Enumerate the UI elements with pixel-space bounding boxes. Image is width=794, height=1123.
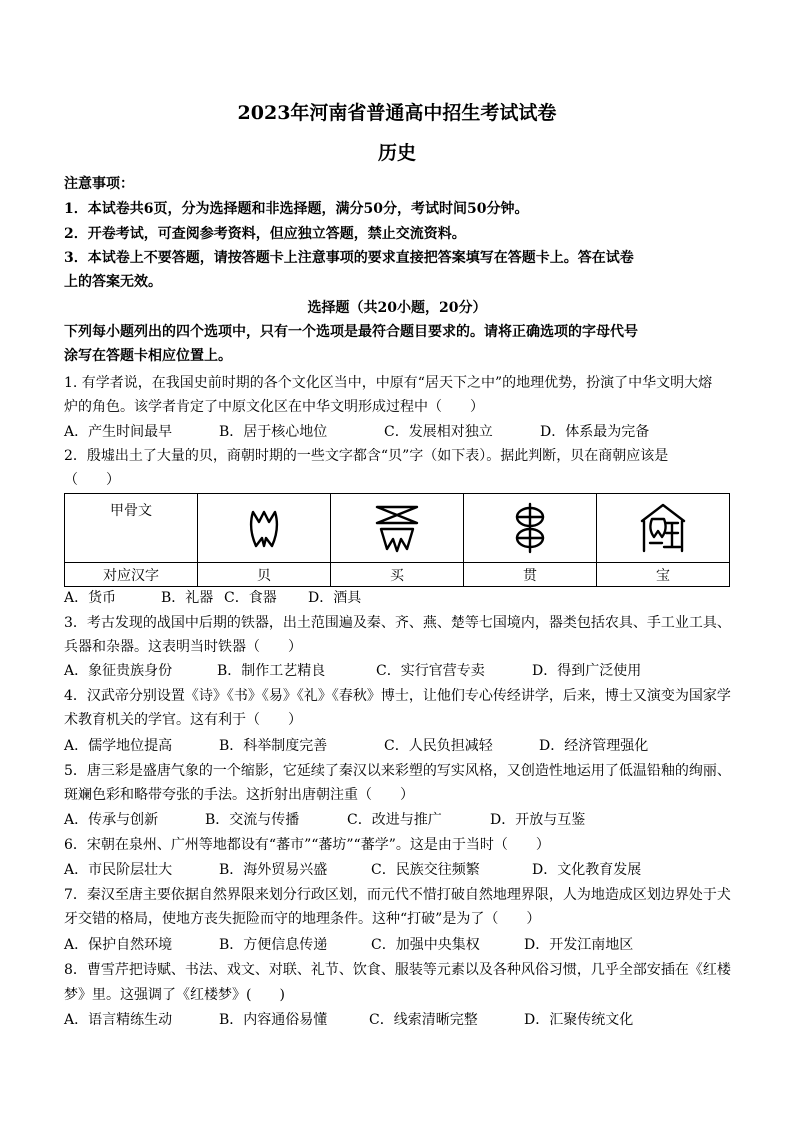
question-6-options — [64, 858, 732, 883]
question-3-option-a[interactable]: A．象征贵族身份 — [64, 663, 173, 679]
table-char-bao: 宝 — [597, 563, 730, 587]
question-5-option-c[interactable]: C．改进与推广 — [347, 812, 442, 828]
question-5-option-a[interactable]: A．传承与创新 — [64, 812, 159, 828]
question-5-line-1: 5．唐三彩是盛唐气象的一个缩影，它延续了秦汉以来彩塑的写实风格，又创造性地运用了低温铅釉的绚丽、 — [64, 763, 731, 779]
oracle-mai-glyph — [371, 501, 423, 555]
note-item-3: 3．本试卷上不要答题，请按答题卡上注意事项的要求直接把答案填写在答题卡上。答在试卷 — [64, 250, 634, 266]
question-6-option-c[interactable]: C．民族交往频繁 — [371, 862, 480, 878]
question-4-option-c[interactable]: C．人民负担减轻 — [384, 738, 493, 754]
question-6-line-1: 6．宋朝在泉州、广州等地都设有“蕃市”“蕃坊”“蕃学”。这是由于当时（ ） — [64, 837, 550, 853]
question-7-option-a[interactable]: A．保护自然环境 — [64, 937, 173, 953]
oracle-bone-table — [64, 493, 730, 587]
question-4-line-2: 术教育机关的学官。这有利于（ ） — [64, 712, 302, 728]
table-char-mai: 买 — [331, 563, 464, 587]
question-8-option-c[interactable]: C．线索清晰完整 — [369, 1012, 478, 1028]
question-1-line-1: 1. 有学者说，在我国史前时期的各个文化区当中，中原有“居天下之中”的地理优势，扮演了中华文明大熔 — [64, 375, 713, 391]
table-header-hanzi: 对应汉字 — [65, 563, 198, 587]
section-instruction-line-2: 涂写在答题卡相应位置上。 — [64, 348, 232, 364]
oracle-bao-glyph — [638, 501, 688, 555]
question-3-options — [64, 659, 732, 684]
question-3-line-1: 3．考古发现的战国中后期的铁器，出土范围遍及秦、齐、燕、楚等七国境内，器类包括农具、手工业工具、 — [64, 615, 731, 631]
question-1-line-2: 炉的角色。该学者肯定了中原文化区在中华文明形成过程中（ ） — [64, 399, 484, 415]
question-3-line-2: 兵器和杂器。这表明当时铁器（ ） — [64, 639, 302, 655]
question-2-option-d[interactable]: D．酒具 — [308, 590, 362, 606]
question-4-option-a[interactable]: A．儒学地位提高 — [64, 738, 173, 754]
question-4-option-b[interactable]: B．科举制度完善 — [219, 738, 328, 754]
question-4-options — [64, 734, 732, 759]
table-cell-glyph-bao — [597, 494, 730, 563]
subject-title: 历史 — [377, 142, 416, 164]
question-2-option-c[interactable]: C．食器 — [224, 590, 277, 606]
question-5-option-d[interactable]: D．开放与互鉴 — [490, 812, 586, 828]
question-7-line-1: 7．秦汉至唐主要依据自然界限来划分行政区划，而元代不惜打破自然地理界限，人为地造成区划边界处于犬 — [64, 887, 731, 903]
question-7-option-b[interactable]: B．方便信息传递 — [219, 937, 328, 953]
note-item-1: 1．本试卷共6页，分为选择题和非选择题，满分50分，考试时间50分钟。 — [64, 201, 529, 217]
question-7-line-2: 牙交错的格局，使地方丧失扼险而守的地理条件。这种“打破”是为了（ ） — [64, 911, 541, 927]
question-7-options — [64, 933, 732, 958]
note-item-3-cont: 上的答案无效。 — [64, 274, 162, 290]
question-5-option-b[interactable]: B．交流与传播 — [205, 812, 300, 828]
question-8-option-a[interactable]: A．语言精练生动 — [64, 1012, 173, 1028]
oracle-guan-glyph — [511, 502, 549, 554]
section-instruction-line-1: 下列每小题列出的四个选项中，只有一个选项是最符合题目要求的。请将正确选项的字母代号 — [64, 324, 638, 340]
table-cell-glyph-bei — [198, 494, 331, 563]
question-6-option-a[interactable]: A．市民阶层壮大 — [64, 862, 173, 878]
table-cell-glyph-guan — [464, 494, 597, 563]
table-char-bei: 贝 — [198, 563, 331, 587]
section-heading: 选择题（共20小题，20分） — [307, 300, 487, 316]
question-8-option-d[interactable]: D．汇聚传统文化 — [524, 1012, 634, 1028]
question-2-option-a[interactable]: A．货币 — [64, 590, 117, 606]
question-2-line-1: 2．殷墟出土了大量的贝，商朝时期的一些文字都含“贝”字（如下表）。据此判断，贝在商朝应该是 — [64, 448, 669, 464]
question-2-line-2: （ ） — [64, 472, 120, 488]
note-item-2: 2．开卷考试，可查阅参考资料，但应独立答题，禁止交流资料。 — [64, 226, 466, 242]
question-3-option-c[interactable]: C．实行官营专卖 — [376, 663, 485, 679]
oracle-bei-glyph — [244, 504, 284, 552]
question-6-option-b[interactable]: B．海外贸易兴盛 — [219, 862, 328, 878]
exam-title: 2023年河南省普通高中招生考试试卷 — [237, 102, 557, 124]
question-8-line-1: 8．曹雪芹把诗赋、书法、戏文、对联、礼节、饮食、服装等元素以及各种风俗习惯，几乎全部安插在《红楼 — [64, 962, 731, 978]
question-7-option-d[interactable]: D．开发江南地区 — [524, 937, 634, 953]
table-header-oracle: 甲骨文 — [65, 494, 198, 563]
table-char-guan: 贯 — [464, 563, 597, 587]
question-7-option-c[interactable]: C．加强中央集权 — [371, 937, 480, 953]
question-3-option-d[interactable]: D．得到广泛使用 — [532, 663, 642, 679]
question-1-option-b[interactable]: B．居于核心地位 — [219, 424, 328, 440]
question-5-line-2: 斑斓色彩和略带夸张的手法。这折射出唐朝注重（ ） — [64, 787, 414, 803]
question-1-options — [64, 420, 732, 445]
question-6-option-d[interactable]: D．文化教育发展 — [532, 862, 642, 878]
question-8-option-b[interactable]: B．内容通俗易懂 — [219, 1012, 328, 1028]
question-1-option-a[interactable]: A．产生时间最早 — [64, 424, 173, 440]
table-cell-glyph-mai — [331, 494, 464, 563]
question-2-option-b[interactable]: B．礼器 — [161, 590, 214, 606]
notes-heading: 注意事项： — [64, 176, 134, 192]
question-4-option-d[interactable]: D．经济管理强化 — [539, 738, 649, 754]
question-4-line-1: 4．汉武帝分别设置《诗》《书》《易》《礼》《春秋》博士，让他们专心传经讲学，后来，博士又演变为国家学 — [64, 688, 731, 704]
question-1-option-c[interactable]: C．发展相对独立 — [384, 424, 493, 440]
question-8-line-2: 梦》里。这强调了《红楼梦》( ) — [64, 987, 285, 1003]
question-5-options — [64, 808, 732, 833]
question-2-options — [64, 586, 732, 611]
question-3-option-b[interactable]: B．制作工艺精良 — [217, 663, 326, 679]
question-1-option-d[interactable]: D．体系最为完备 — [540, 424, 650, 440]
question-8-options — [64, 1008, 732, 1033]
